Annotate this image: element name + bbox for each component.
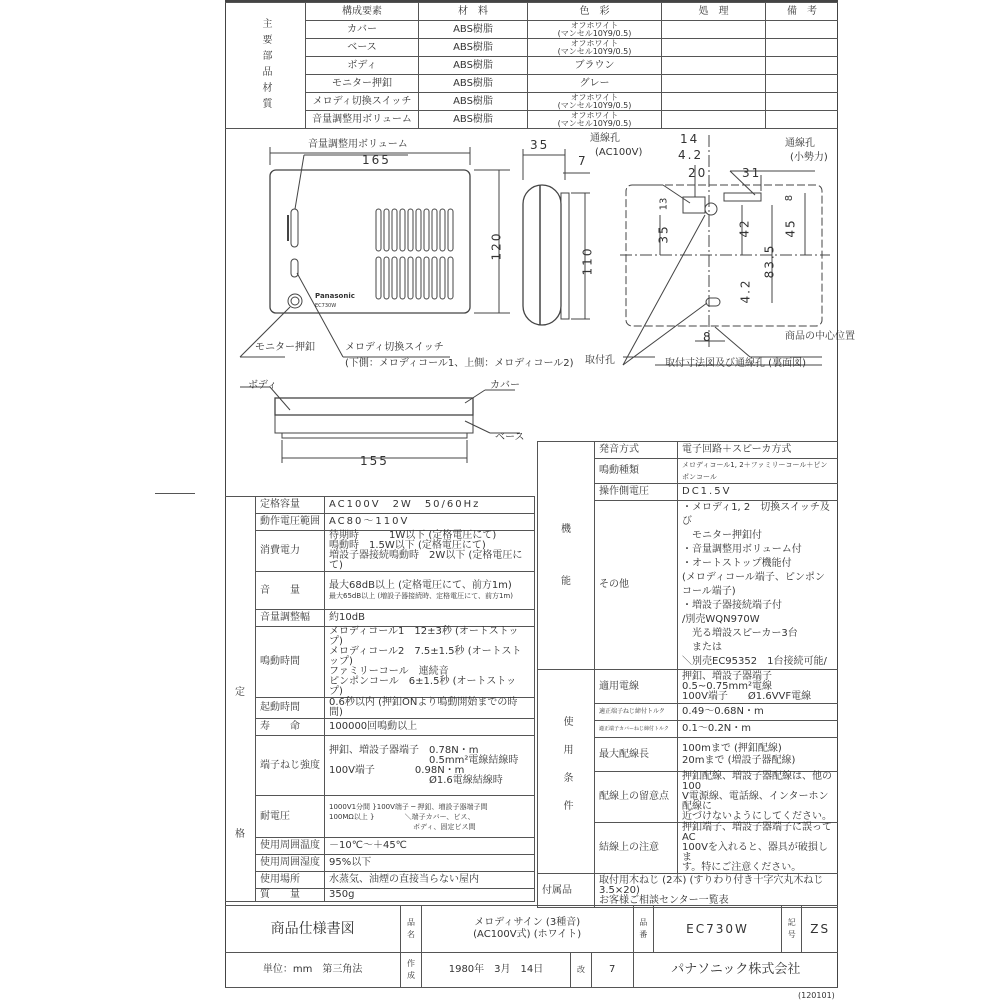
header-part: 構成要素 <box>306 3 419 21</box>
label-wire-hole-ac-sub: (AC100V) <box>595 147 643 158</box>
label-switch-note: (下側：メロディコール1、上側：メロディコール2) <box>345 358 574 369</box>
dim-4-2-bottom: 4.2 <box>738 278 753 304</box>
dim-14: 14 <box>680 132 700 146</box>
dim-83-5: 83.5 <box>762 243 777 279</box>
label-wire-hole-ac: 通線孔 <box>590 133 620 144</box>
product-name-line1: メロディサイン (3種音) <box>474 917 581 928</box>
doc-type: 商品仕様書図 <box>225 906 401 953</box>
material-row: メロディ切換スイッチ ABS樹脂 オフホワイト (マンセル10Y9/0.5) <box>225 93 838 111</box>
dim-width-155: 155 <box>360 454 389 468</box>
product-number: EC730W <box>654 906 782 953</box>
dim-13: 13 <box>658 197 670 211</box>
mount-hole-bottom <box>706 298 720 306</box>
label-wire-hole-low-sub: (小勢力) <box>790 152 828 163</box>
label-base: ベース <box>495 432 525 443</box>
ratings-section: 定 格 定格容量 AC100V 2W 50/60Hz 動作電圧範囲 AC80～110V 消費電力 待期時 1W以下 (定格電圧にて) 鳴動時 1.5W以下 (定格電圧にて) 増設子器接続鳴動時 2W以下 (定格電圧にて) 音 量 最大68dB以上 (定格電圧にて、前方1m) 最大65dB以上 (増設子器接続時、定格電圧にて、前方1m) 音量調整幅 約10dB 鳴動時間 メロディコール1 12±3秒 (オートストップ) メロディコール2 7.5±1.5秒 (オートストップ) ファミリーコール 連続音 ピンポンコール 6±1.5秒 (オートストップ) 起動時間 0.6秒以内 (押釦ONより鳴動開始までの時間) 寿 命 100000回鳴動以上 端子ねじ強度 押釦、増設子器端子 0.78N・m 0.5mm²電線結線時 100V端子 0.98N・m Ø1.6電線結線時 耐電圧 1000V1分間 }100V端子 ─ 押釦、増設子器端子間 100MΩ以上 } ＼端子カバー、ビス、 ボディ、固定ビス間 使用周囲温度 －10℃～＋45℃ 使用周囲湿度 95%以下 使用場所 水蒸気、油煙の直接当らない屋内 質 量 350g <box>225 496 535 902</box>
dim-20: 20 <box>688 166 708 180</box>
revision-number: 7 <box>591 953 633 988</box>
dim-45: 45 <box>783 218 798 238</box>
mount-hole-top <box>705 203 717 215</box>
units-projection: 単位：mm 第三角法 <box>225 953 401 988</box>
dim-35: 35 <box>656 224 671 244</box>
dim-42: 42 <box>737 218 752 238</box>
label-melody-switch: メロディ切換スイッチ <box>345 342 444 353</box>
dim-8-bottom: 8 <box>703 330 713 344</box>
dim-offset-7: 7 <box>578 154 588 168</box>
symbol: ZS <box>802 906 838 953</box>
dim-height-110: 110 <box>580 246 595 276</box>
doc-code: (120101) <box>798 991 835 1000</box>
material-row: カバー ABS樹脂 オフホワイト (マンセル10Y9/0.5) <box>225 21 838 39</box>
label-body: ボディ <box>248 380 278 391</box>
material-row: ベース ABS樹脂 オフホワイト (マンセル10Y9/0.5) <box>225 39 838 57</box>
header-treatment: 処 理 <box>662 3 766 21</box>
label-volume: 音量調整用ボリューム <box>308 139 408 150</box>
material-row: 音量調整用ボリューム ABS樹脂 オフホワイト (マンセル10Y9/0.5) <box>225 111 838 129</box>
header-material: 材 料 <box>419 3 528 21</box>
material-row: ボディ ABS樹脂 ブラウン <box>225 57 838 75</box>
wire-hole-ac <box>683 197 705 213</box>
header-color: 色 彩 <box>528 3 662 21</box>
volume-knob <box>291 209 298 247</box>
monitor-button <box>288 294 302 308</box>
label-mount-hole: 取付孔 <box>585 355 615 366</box>
label-monitor-button: モニター押釦 <box>255 342 315 353</box>
label-center-position: 商品の中心位置 <box>785 331 855 342</box>
company-name: パナソニック株式会社 <box>633 953 838 988</box>
edge-mark <box>155 493 195 494</box>
material-row: モニター押釦 ABS樹脂 グレー <box>225 75 838 93</box>
model-label-small: EC730W <box>315 303 337 309</box>
side-view <box>523 149 590 325</box>
label-wire-hole-low: 通線孔 <box>785 138 815 149</box>
melody-switch <box>291 259 298 277</box>
materials-side-label: 主要部品材質 <box>225 3 306 129</box>
dim-depth-35: 35 <box>530 138 550 152</box>
dim-8-top: 8 <box>784 194 796 202</box>
rear-view-caption: 取付寸法図及び通線孔 (裏面図) <box>665 358 806 369</box>
dim-height-120: 120 <box>489 231 504 261</box>
wire-hole-low <box>724 193 761 201</box>
product-name-line2: (AC100V式) (ホワイト) <box>473 929 582 940</box>
dim-4-2-top: 4.2 <box>678 148 704 162</box>
top-view <box>240 387 520 463</box>
header-notes: 備 考 <box>766 3 839 21</box>
title-block: 商品仕様書図 品名 メロディサイン (3種音) (AC100V式) (ホワイト) 品番 EC730W 記号 ZS 単位：mm 第三角法 作成 1980年 3月 14日 改 7 パナソニック株式会社 <box>225 905 838 988</box>
front-view <box>240 147 510 357</box>
dim-width-165: 165 <box>362 153 391 167</box>
brand-logo: Panasonic <box>315 292 355 300</box>
functions-section: 機 能 発音方式 電子回路＋スピーカ方式 鳴動種類 メロディコール1, 2＋ファミリーコール＋ピンポンコール 操作側電圧 DC1.5V その他 ・メロディ1, 2 切換スイッチ及び モニター押釦付 ・音量調整用ボリューム付 ・オートストップ機能付 (メロディコール端子、ピンポンコール端子) ・増設子器接続端子付 /別売WQN970W 光る増設スピーカー3台 または ＼別売EC95352 1台接続可能/ 使用条件 適用電線 押釦、増設子器端子 0.5~0.75mm²電線 100V端子 Ø1.6VVF電線 適正端子ねじ締付トルク 0.49～0.68N・m 適正端子カバーねじ締付トルク 0.1～0.2N・m 最大配線長 100mまで (押釦配線) 20mまで (増設子器配線) 配線上の留意点 押釦配線、増設子器配線は、他の100 V電源線、電話線、インターホン配線に 近づけないようにしてください。 結線上の注意 押釦端子、増設子器端子に誤ってAC 100Vを入れると、器具が破損しま す。特にご注意ください。 付属品 取付用木ねじ (2本) (すりわり付き十字穴丸木ねじ3.5×20) お客様ご相談センター一覧表 <box>537 441 838 908</box>
created-date: 1980年 3月 14日 <box>421 953 570 988</box>
label-cover: カバー <box>490 380 520 391</box>
materials-section <box>225 2 838 129</box>
dim-31: 31 <box>742 166 762 180</box>
